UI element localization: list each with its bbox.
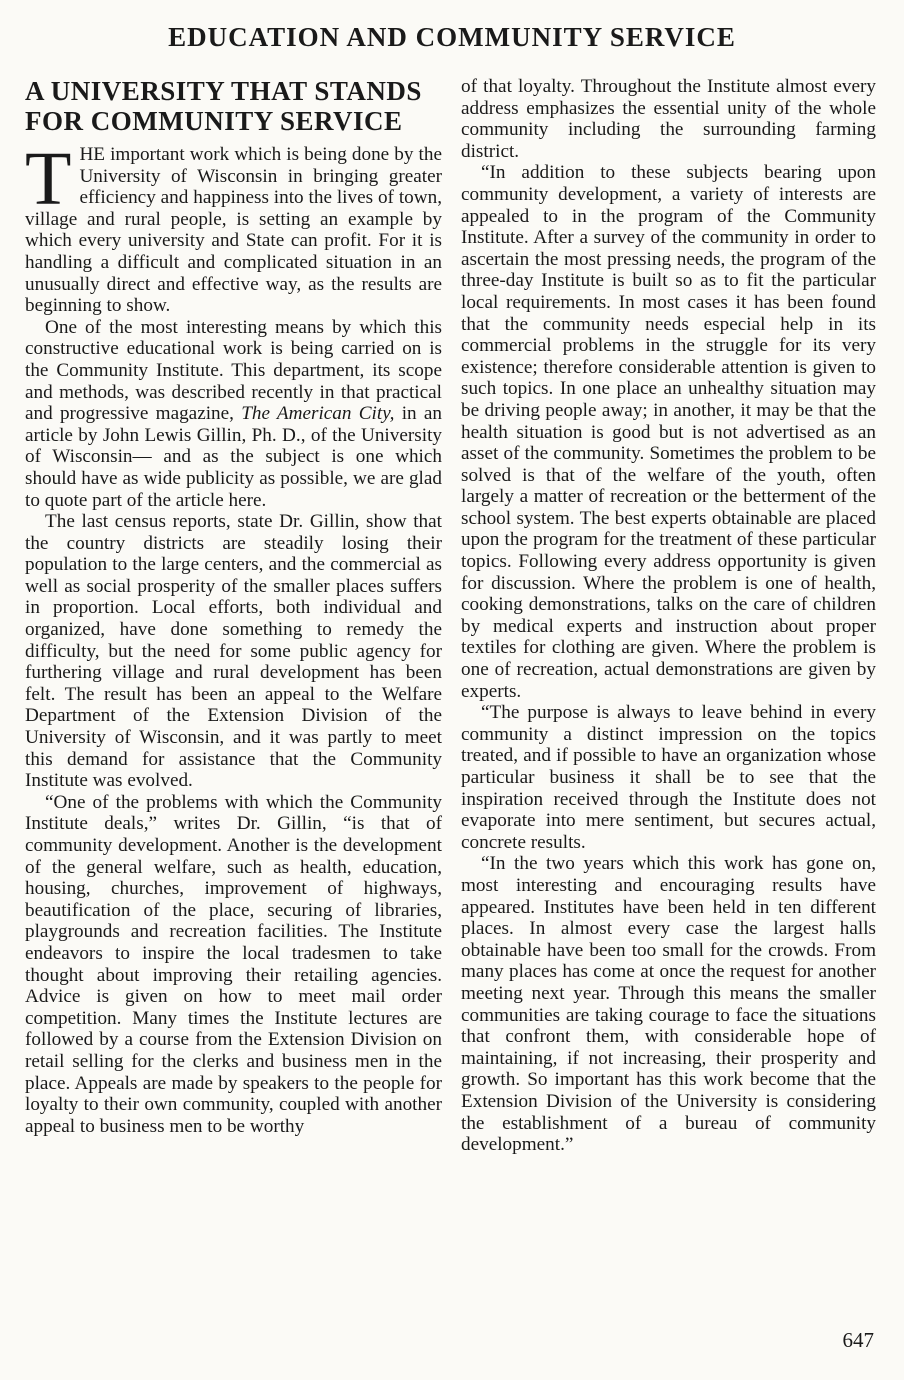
paragraph-5: “In addition to these subjects bearing upon community development, a variety of interests are appealed to in the program of the Community Institute. After a survey of the community in order to ascertain the most pressing needs, the program of the three-day Institute is built so as to fit the particular local requirements. In most cases it has been found that the community needs especial help in its commercial problems in the struggle for its very existence; therefore considerable attention is given to such topics. In one place an unhealthy situation may be driving people away; in another, it may be that the health situation is good but is not advertised as an asset of the community. Sometimes the problem to be solved is that of the welfare of the youth, often largely a matter of recreation or the betterment of the school system. The best experts obtainable are placed upon the program for the treatment of these particular topics. Following every address opportunity is given for discussion. Where the problem is one of health, cooking demonstrations, talks on the care of children by medical experts and instruction about proper textiles for clothing are given. Where the problem is one of recreation, actual demonstrations are given by experts.	[461, 162, 876, 702]
magazine-title: The American City,	[241, 403, 395, 425]
paragraph-2-after: in an article by John Lewis Gillin, Ph. D., of the University of Wisconsin— and as the subject is one which should have as wide publicity as possible, we are glad to quote part of the article here.	[25, 403, 442, 511]
paragraph-2-before: One of the most interesting means by which this constructive educational work is being carried on is the Community Institute. This department, its scope and methods, was described recently in that practical and progressive magazine,	[25, 316, 442, 425]
right-column	[461, 76, 876, 1156]
paragraph-4-continued: of that loyalty. Throughout the Institute almost every address emphasizes the essential unity of the whole community including the surrounding farming district.	[461, 76, 876, 162]
drop-cap: T	[25, 137, 72, 221]
paragraph-2	[25, 317, 442, 511]
paragraph-1	[25, 137, 442, 317]
left-column	[25, 76, 442, 1137]
paragraph-4: “One of the problems with which the Community Institute deals,” writes Dr. Gillin, “is that of community development. Another is the development of the general welfare, such as health, education, housing, churches, improvement of highways, beautification of the place, securing of libraries, playgrounds and recreation facilities. The Institute endeavors to inspire the local tradesmen to take thought about improving their retailing agencies. Advice is given on how to meet mail order competition. Many times the Institute lectures are followed by a course from the Extension Division on retail selling for the clerks and business men in the place. Appeals are made by speakers to the people for loyalty to their own community, coupled with another appeal to business men to be worthy	[25, 791, 442, 1137]
running-head: EDUCATION AND COMMUNITY SERVICE	[168, 22, 736, 52]
paragraph-1-text: HE important work which is being done by the University of Wisconsin in bringing greater efficiency and happiness into the lives of town, village and rural people, is setting an example by which every university and State can profit. For it is handling a difficult and complicated situation in an unusually direct and effective way, as the results are beginning to show.	[25, 144, 442, 317]
paragraph-6: “The purpose is always to leave behind in every community a distinct impression on the topics treated, and if possible to have an organization whose particular business it shall be to see that the inspiration received through the Institute does not evaporate into mere sentiment, but secures actual, concrete results.	[461, 702, 876, 853]
paragraph-7: “In the two years which this work has gone on, most interesting and encouraging results have appeared. Institutes have been held in ten different places. In almost every case the largest halls obtainable have been too small for the crowds. From many places has come at once the request for another meeting next year. Through this means the smaller communities are taking courage to face the situations that confront them, with considerable hope of maintaining, if not increasing, their prosperity and growth. So important has this work become that the Extension Division of the University is considering the establishment of a bureau of community development.”	[461, 853, 876, 1156]
article-title: A UNIVERSITY THAT STANDS FOR COMMUNITY SERVICE	[25, 76, 422, 136]
paragraph-3: The last census reports, state Dr. Gillin, show that the country districts are steadily losing their population to the large centers, and the commercial as well as social prosperity of the smaller places suffers in proportion. Local efforts, both individual and organized, have done something to remedy the difficulty, but the need for some public agency for furthering village and rural development has been felt. The result has been an appeal to the Welfare Department of the Extension Division of the University of Wisconsin, and it was partly to meet this demand for assistance that the Community Institute was evolved.	[25, 511, 442, 792]
page-number: 647	[842, 1328, 874, 1352]
